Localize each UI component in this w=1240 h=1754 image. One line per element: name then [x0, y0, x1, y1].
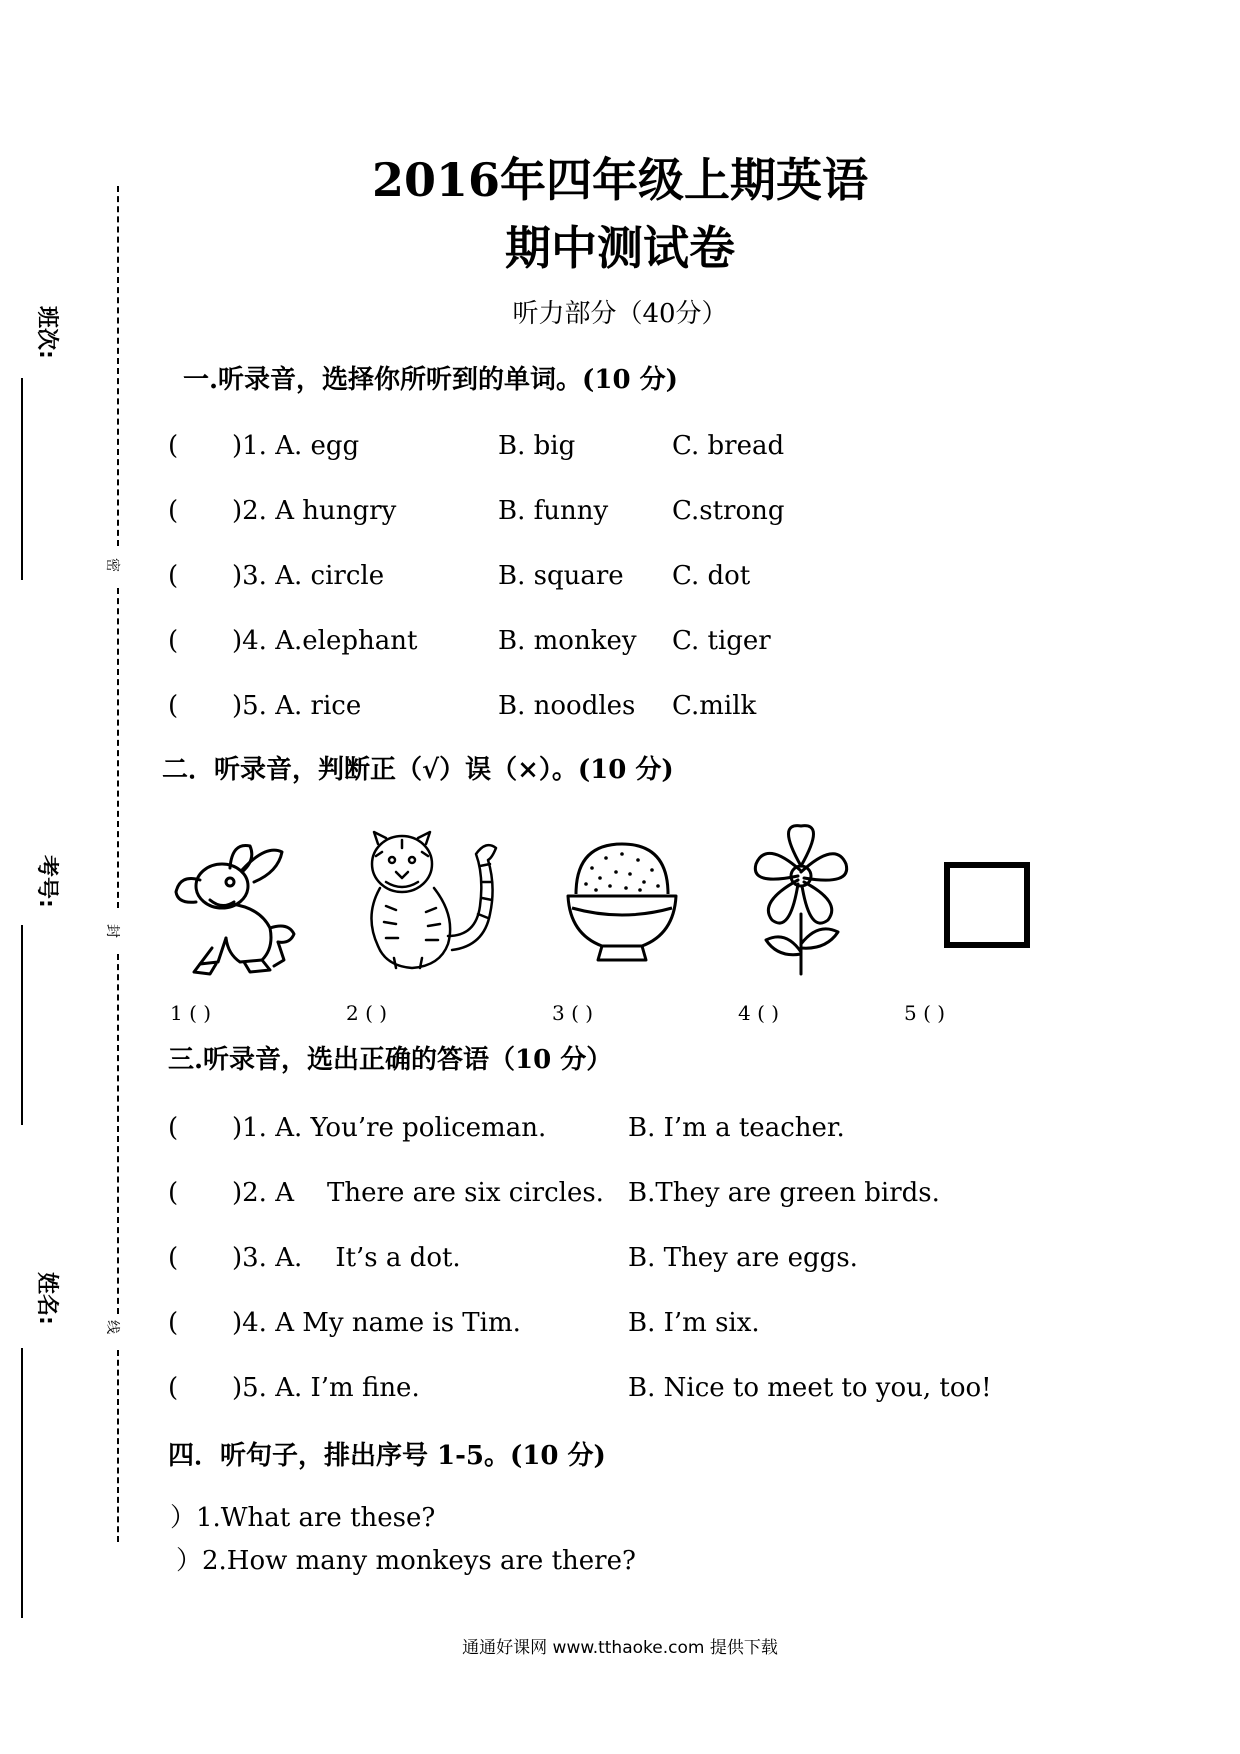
option-b: B. They are eggs. — [628, 1243, 858, 1273]
option-c: C. dot — [672, 561, 751, 591]
section2-heading: 二．听录音，判断正（√）误（×）。(10 分) — [162, 755, 674, 785]
option-a: )5. A. I’m fine. — [232, 1373, 420, 1403]
answer-paren: ( — [168, 1308, 179, 1338]
answer-paren: ( — [168, 1243, 179, 1273]
rice-bowl-icon — [562, 838, 682, 968]
page-subtitle: 听力部分（40分） — [512, 299, 728, 329]
option-a: )4. A.elephant — [232, 626, 418, 656]
section3-heading: 三.听录音，选出正确的答语（10 分） — [168, 1045, 613, 1075]
answer-paren: ( — [168, 561, 179, 591]
ordering-sentence: ）2.How many monkeys are there? — [176, 1546, 636, 1576]
option-c: C. bread — [672, 431, 785, 461]
option-c: C.strong — [672, 496, 785, 526]
option-b: B. I’m a teacher. — [628, 1113, 845, 1143]
answer-paren: ( — [168, 626, 179, 656]
option-a: )1. A. You’re policeman. — [232, 1113, 547, 1143]
option-a: )3. A. It’s a dot. — [232, 1243, 461, 1273]
dog-icon — [170, 838, 308, 980]
answer-paren: ( — [168, 691, 179, 721]
name-line — [21, 1348, 23, 1618]
section3-row — [168, 1110, 1048, 1146]
exam-number-label: 考号: — [34, 855, 59, 908]
square-icon — [944, 862, 1030, 948]
seal-dashed-line-2 — [117, 588, 119, 908]
section1-row — [168, 493, 1068, 529]
option-c: C.milk — [672, 691, 757, 721]
flower-icon — [746, 822, 856, 978]
section1-heading: 一.听录音，选择你所听到的单词。(10 分) — [183, 365, 678, 395]
section3-row — [168, 1305, 1048, 1341]
answer-paren: ( — [168, 1178, 179, 1208]
option-a: )1. A. egg — [232, 431, 360, 461]
option-c: C. tiger — [672, 626, 771, 656]
option-b: B. Nice to meet to you, too! — [628, 1373, 992, 1403]
section4-heading: 四．听句子，排出序号 1-5。(10 分) — [168, 1441, 606, 1471]
answer-paren: ( — [168, 431, 179, 461]
answer-paren: ( — [168, 1113, 179, 1143]
option-a: )3. A. circle — [232, 561, 385, 591]
tiger-icon — [356, 826, 504, 978]
option-b: B. big — [498, 431, 576, 461]
option-a: )4. A My name is Tim. — [232, 1308, 521, 1338]
picture-answer-1: 1 ( ) — [170, 1001, 212, 1025]
picture-answer-3: 3 ( ) — [552, 1001, 594, 1025]
section1-row — [168, 688, 1068, 724]
seal-char-mi: 密 — [104, 558, 120, 572]
seal-dashed-line-3 — [117, 954, 119, 1314]
picture-answer-5: 5 ( ) — [904, 1001, 946, 1025]
seal-dashed-line-4 — [117, 1350, 119, 1542]
section3-row — [168, 1240, 1048, 1276]
section1-row — [168, 623, 1068, 659]
picture-answer-4: 4 ( ) — [738, 1001, 780, 1025]
ordering-sentence: ）1.What are these? — [170, 1503, 436, 1533]
option-b: B. I’m six. — [628, 1308, 760, 1338]
answer-paren: ( — [168, 1373, 179, 1403]
option-b: B. funny — [498, 496, 609, 526]
seal-char-feng: 封 — [104, 924, 120, 938]
page-footer: 通通好课网 www.tthaoke.com 提供下载 — [462, 1638, 778, 1658]
option-a: )2. A hungry — [232, 496, 397, 526]
answer-paren: ( — [168, 496, 179, 526]
section1-row — [168, 428, 1068, 464]
section3-row — [168, 1175, 1048, 1211]
class-label: 班次: — [34, 306, 59, 359]
section1-row — [168, 558, 1068, 594]
picture-answer-2: 2 ( ) — [346, 1001, 388, 1025]
option-b: B. noodles — [498, 691, 636, 721]
option-a: )5. A. rice — [232, 691, 362, 721]
option-a: )2. A There are six circles. — [232, 1178, 604, 1208]
page-title-line1: 2016年四年级上期英语 — [371, 153, 869, 207]
option-b: B. square — [498, 561, 624, 591]
class-line — [21, 378, 23, 580]
page-title-line2: 期中测试卷 — [505, 221, 735, 275]
section3-row — [168, 1370, 1048, 1406]
exam-number-line — [21, 925, 23, 1125]
option-b: B. monkey — [498, 626, 637, 656]
seal-char-xian: 线 — [104, 1320, 120, 1334]
name-label: 姓名: — [34, 1272, 59, 1325]
option-b: B.They are green birds. — [628, 1178, 940, 1208]
